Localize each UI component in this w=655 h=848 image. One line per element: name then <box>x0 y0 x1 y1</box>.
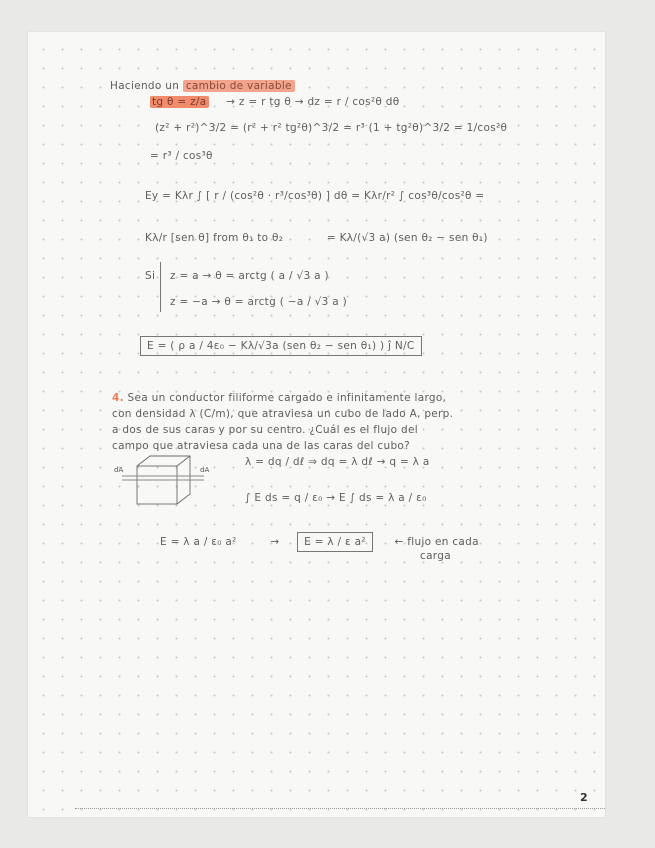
integral-result: = Kλ/(√3 a) (sen θ₂ − sen θ₁) <box>326 232 488 244</box>
fig-label-right: dA <box>200 466 210 474</box>
si-label: Si <box>145 270 156 282</box>
field-result-line <box>160 536 479 548</box>
gauss-law-eq: ∫ E ds = q / ε₀ → E ∫ ds = λ a / ε₀ <box>245 492 427 504</box>
intro-text: Haciendo un <box>110 80 180 92</box>
page-bottom-edge <box>75 808 605 812</box>
substitution-highlight: tg θ = z/a <box>152 96 207 108</box>
case-brace <box>160 262 163 312</box>
flux-note-2: carga <box>420 550 451 562</box>
ey-integral-line: Ey = Kλr ∫ [ r / (cos²θ · r³/cos³θ) ] dθ = Kλr/r² ∫ cos³θ/cos²θ = <box>145 190 485 202</box>
cube-edge <box>177 456 190 466</box>
problem-number: 4. <box>112 392 124 404</box>
substitution-line <box>150 96 399 108</box>
page-number: 2 <box>580 791 588 804</box>
problem-line-3: a dos de sus caras y por su centro. ¿Cuál es el flujo del <box>112 424 418 436</box>
charge-density-eq: λ = dq / dℓ ⇒ dq = λ dℓ → q = λ a <box>245 456 430 468</box>
cube-figure <box>112 448 212 510</box>
cube-front-face <box>137 466 177 504</box>
problem-text-1: Sea un conductor filiforme cargado e infinitamente largo, <box>127 392 447 404</box>
flux-note: ← flujo en cada <box>394 536 479 548</box>
problem-line-1 <box>112 392 446 404</box>
problem-line-4: campo que atraviesa cada una de las caras del cubo? <box>112 440 410 452</box>
case-one: z = a → θ = arctg ( a / √3 a ) <box>170 270 329 282</box>
expansion-line: (z² + r²)^3/2 = (r² + r² tg²θ)^3/2 = r³ (1 + tg²θ)^3/2 = 1/cos²θ <box>155 122 508 134</box>
field-boxed-answer: E = λ / ε a² <box>297 532 373 552</box>
fig-label-left: dA <box>114 466 124 474</box>
case-two: z = −a → θ = arctg ( −a / √3 a ) <box>170 296 348 308</box>
integral-bracket: Kλ/r [sen θ] from θ₁ to θ₂ <box>145 232 284 244</box>
intro-line <box>110 80 295 92</box>
problem-line-2: con densidad λ (C/m), que atraviesa un cubo de lado A, perp. <box>112 408 454 420</box>
field-expression: E = λ a / ε₀ a² <box>160 536 237 548</box>
highlighted-phrase: cambio de variable <box>183 80 295 92</box>
simplified-line: = r³ / cos³θ <box>150 150 213 162</box>
field-arrow: → <box>270 536 280 548</box>
final-field-box: E = ( ρ a / 4ε₀ − Kλ/√3a (sen θ₂ − sen θ₁) ) ĵ N/C <box>140 336 422 356</box>
substitution-rest: → z = r tg θ → dz = r / cos²θ dθ <box>226 96 400 108</box>
evaluated-integral <box>145 232 488 244</box>
